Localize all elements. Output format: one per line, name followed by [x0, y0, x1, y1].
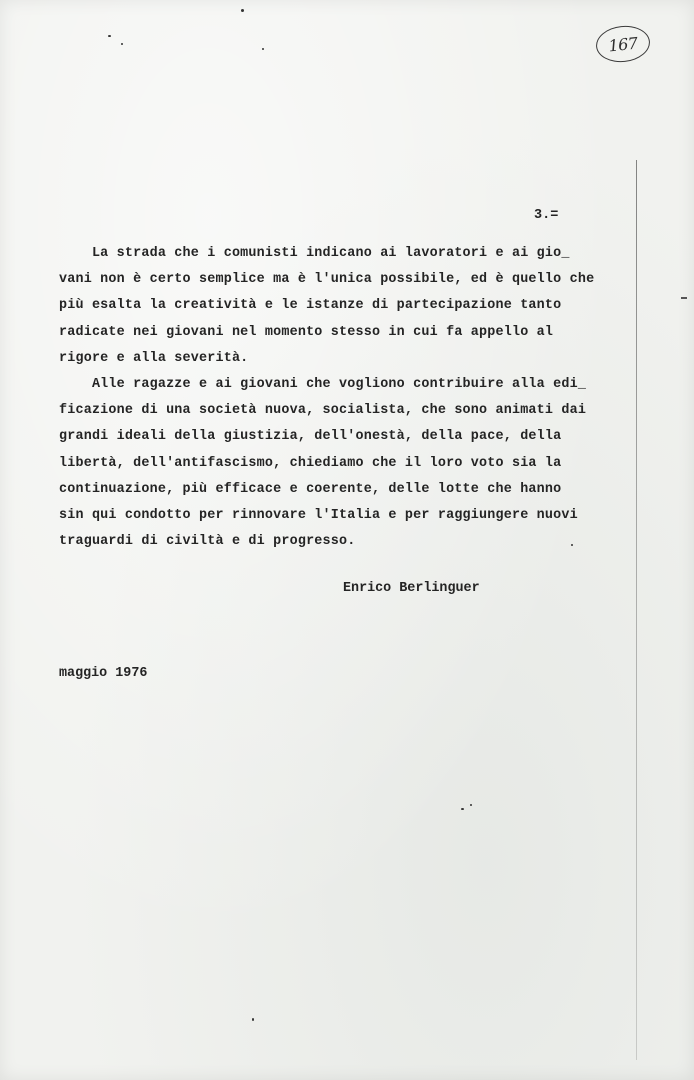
text-line: traguardi di civiltà e di progresso. — [59, 534, 356, 550]
ink-speck — [241, 9, 244, 12]
ink-speck — [461, 808, 464, 810]
text-line: rigore e alla severità. — [59, 350, 249, 366]
ink-speck — [121, 43, 123, 45]
ink-speck — [571, 544, 573, 546]
text-line: sin qui condotto per rinnovare l'Italia e per raggiungere nuovi — [59, 508, 578, 524]
letter-body — [59, 241, 619, 555]
archive-number: 167 — [607, 33, 639, 55]
text-line: libertà, dell'antifascismo, chiediamo che il loro voto sia la — [59, 455, 562, 471]
edge-mark — [681, 297, 687, 299]
ink-speck — [252, 1018, 254, 1021]
document-date: maggio 1976 — [59, 666, 148, 681]
text-line: ficazione di una società nuova, socialista, che sono animati dai — [59, 403, 587, 419]
text-line: vani non è certo semplice ma è l'unica possibile, ed è quello che — [59, 272, 595, 288]
ink-speck — [470, 804, 472, 806]
page-number: 3.= — [534, 208, 559, 223]
ink-speck — [262, 48, 264, 50]
signature-name: Enrico Berlinguer — [343, 581, 480, 596]
text-line: continuazione, più efficace e coerente, delle lotte che hanno — [59, 481, 562, 497]
margin-line — [636, 160, 637, 1060]
text-line: Alle ragazze e ai giovani che vogliono contribuire alla edi_ — [59, 377, 587, 393]
text-line: grandi ideali della giustizia, dell'onestà, della pace, della — [59, 429, 562, 445]
archive-number-stamp — [594, 23, 651, 64]
text-line: radicate nei giovani nel momento stesso in cui fa appello al — [59, 324, 554, 340]
paragraph-2 — [59, 372, 619, 555]
ink-speck — [108, 35, 111, 37]
text-line: La strada che i comunisti indicano ai lavoratori e ai gio_ — [59, 246, 570, 261]
paragraph-1 — [59, 241, 619, 372]
text-line: più esalta la creatività e le istanze di partecipazione tanto — [59, 298, 562, 314]
